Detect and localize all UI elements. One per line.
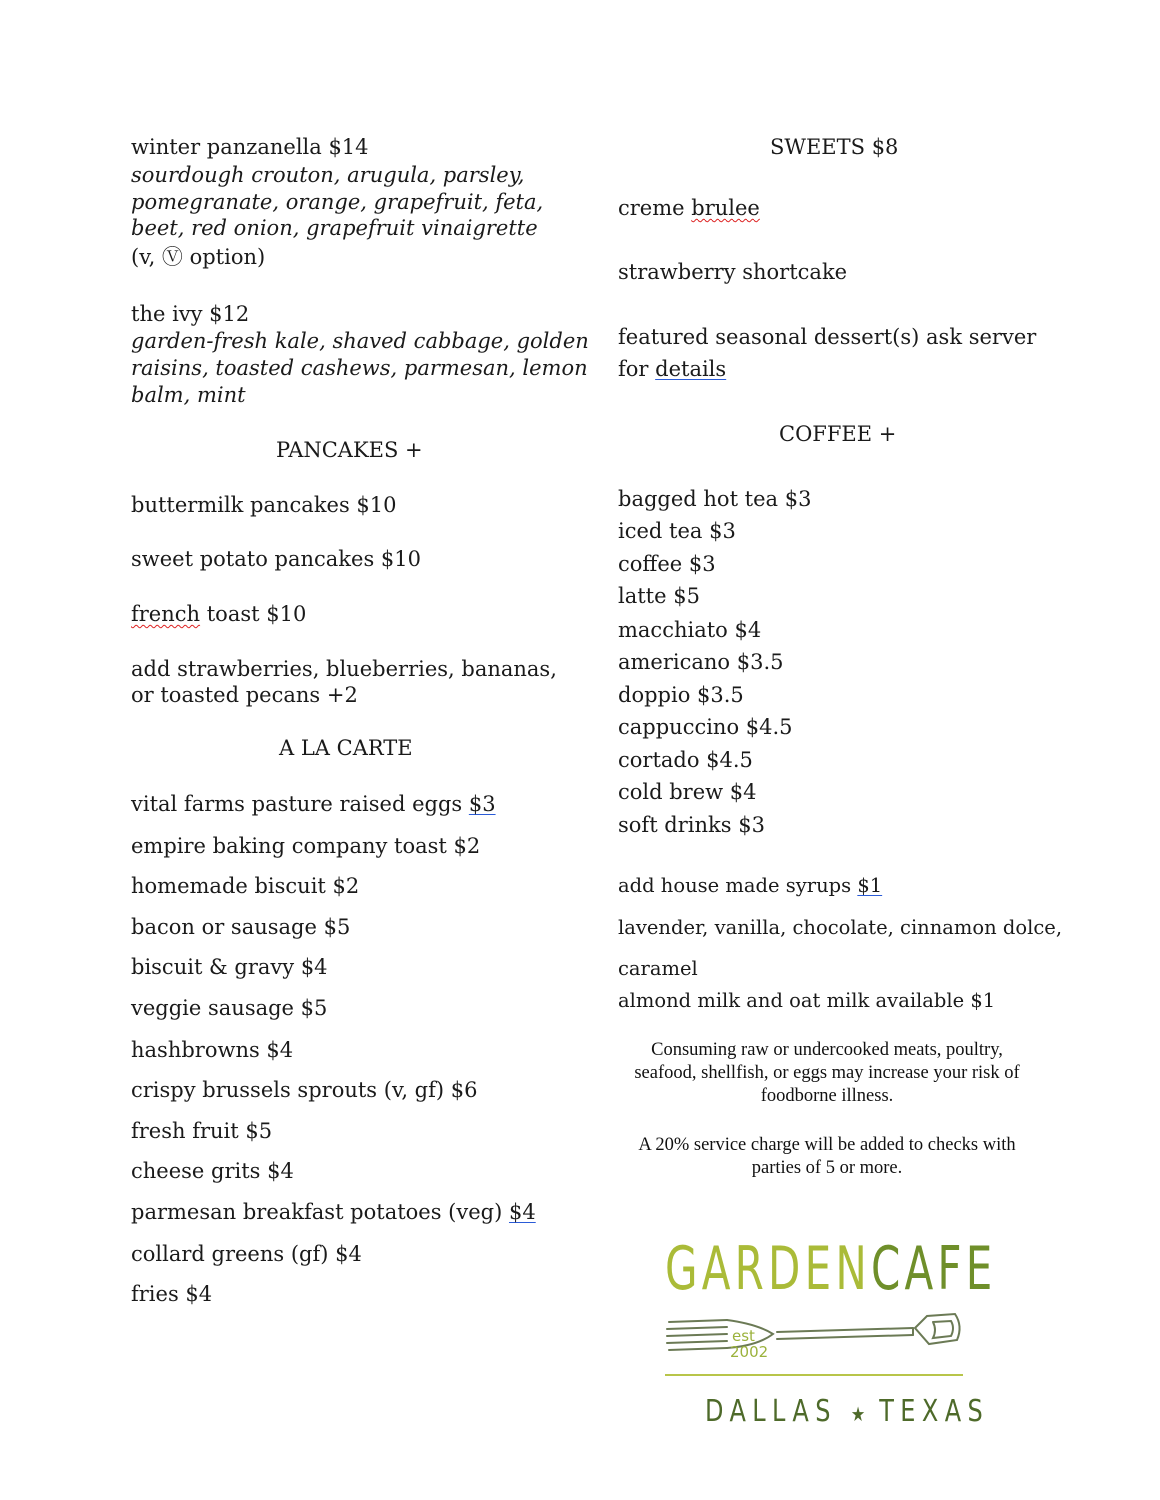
menu-item-eggs — [131, 791, 496, 817]
flavors-line: lavender, vanilla, chocolate, cinnamon dolce, — [618, 916, 1063, 939]
featured-text: for — [618, 357, 656, 381]
drink-item: bagged hot tea $3 — [618, 487, 812, 511]
featured-details-word: details — [655, 357, 727, 381]
logo-est-text: est — [732, 1327, 755, 1345]
pancake-addons-line: or toasted pecans +2 — [131, 683, 358, 707]
ivy-desc-line: garden-fresh kale, shaved cabbage, golden — [131, 329, 589, 353]
panzanella-title: winter panzanella $14 — [131, 135, 369, 159]
menu-item: empire baking company toast $2 — [131, 834, 481, 858]
drink-item: doppio $3.5 — [618, 683, 744, 707]
drink-item: macchiato $4 — [618, 618, 762, 642]
featured-dessert-line — [618, 356, 726, 382]
menu-item-french-toast — [131, 601, 306, 627]
menu-item: fresh fruit $5 — [131, 1119, 273, 1143]
spellcheck-word: brulee — [691, 196, 760, 220]
menu-item: biscuit & gravy $4 — [131, 955, 328, 979]
logo-cafe-text: CAFE — [870, 1234, 997, 1304]
logo-wordmark — [665, 1234, 997, 1304]
menu-item-potatoes — [131, 1199, 536, 1225]
syrups-price: $1 — [857, 874, 883, 897]
menu-item-price: $3 — [468, 792, 496, 816]
coffee-heading: COFFEE + — [779, 422, 897, 446]
drink-item: latte $5 — [618, 584, 700, 608]
panzanella-desc-line: sourdough crouton, arugula, parsley, — [131, 163, 525, 187]
featured-dessert-line: featured seasonal dessert(s) ask server — [618, 325, 1037, 349]
alacarte-heading: A LA CARTE — [279, 736, 413, 760]
logo-state-text: TEXAS — [879, 1394, 990, 1429]
drink-item: coffee $3 — [618, 552, 716, 576]
service-charge-notice: A 20% service charge will be added to checks with parties of 5 or more. — [638, 1135, 1016, 1178]
menu-item-text: vital farms pasture raised eggs — [131, 792, 469, 816]
garden-cafe-logo — [640, 1222, 997, 1452]
menu-item-text: parmesan breakfast potatoes (veg) — [131, 1200, 509, 1224]
menu-item: sweet potato pancakes $10 — [131, 547, 421, 571]
logo-location — [705, 1394, 989, 1429]
menu-item-price: $4 — [508, 1200, 536, 1224]
syrups-text: add house made syrups — [618, 874, 858, 897]
menu-item-text: toast $10 — [200, 602, 307, 626]
drink-item: iced tea $3 — [618, 519, 736, 543]
drink-item: americano $3.5 — [618, 650, 784, 674]
ivy-desc-line: raisins, toasted cashews, parmesan, lemon — [131, 356, 588, 380]
flavors-line: caramel — [618, 957, 698, 980]
ivy-title: the ivy $12 — [131, 302, 250, 326]
star-icon: ★ — [850, 1402, 866, 1426]
syrups-line — [618, 873, 882, 899]
logo-divider — [665, 1374, 963, 1376]
menu-item: strawberry shortcake — [618, 260, 848, 284]
raw-food-notice: Consuming raw or undercooked meats, poultry, seafood, shellfish, or eggs may increase your risk of foodborne illness. — [634, 1040, 1020, 1106]
menu-item: hashbrowns $4 — [131, 1038, 294, 1062]
sweets-heading: SWEETS $8 — [770, 135, 899, 159]
menu-item: crispy brussels sprouts (v, gf) $6 — [131, 1078, 478, 1102]
menu-item: cheese grits $4 — [131, 1159, 294, 1183]
drink-item: cappuccino $4.5 — [618, 715, 793, 739]
menu-item: buttermilk pancakes $10 — [131, 493, 397, 517]
drink-item: cold brew $4 — [618, 780, 757, 804]
fork-shovel-icon — [665, 1312, 965, 1372]
pancakes-heading: PANCAKES + — [276, 438, 423, 462]
panzanella-desc-line: pomegranate, orange, grapefruit, feta, — [131, 190, 544, 214]
menu-item: fries $4 — [131, 1282, 213, 1306]
drink-item: soft drinks $3 — [618, 813, 765, 837]
logo-garden-text: GARDEN — [665, 1234, 871, 1304]
spellcheck-word: french — [131, 602, 201, 626]
logo-city-text: DALLAS — [705, 1394, 837, 1429]
milk-line: almond milk and oat milk available $1 — [618, 989, 996, 1012]
pancake-addons-line: add strawberries, blueberries, bananas, — [131, 657, 557, 681]
menu-item-text: creme — [618, 196, 692, 220]
menu-item-brulee — [618, 195, 760, 221]
menu-item: bacon or sausage $5 — [131, 915, 351, 939]
ivy-desc-line: balm, mint — [131, 383, 246, 407]
panzanella-note: (v, Ⓥ option) — [131, 245, 266, 269]
logo-year-text: 2002 — [730, 1343, 769, 1361]
menu-item: homemade biscuit $2 — [131, 874, 360, 898]
panzanella-desc-line: beet, red onion, grapefruit vinaigrette — [131, 216, 538, 240]
drink-item: cortado $4.5 — [618, 748, 753, 772]
menu-item: veggie sausage $5 — [131, 996, 328, 1020]
menu-item: collard greens (gf) $4 — [131, 1242, 362, 1266]
